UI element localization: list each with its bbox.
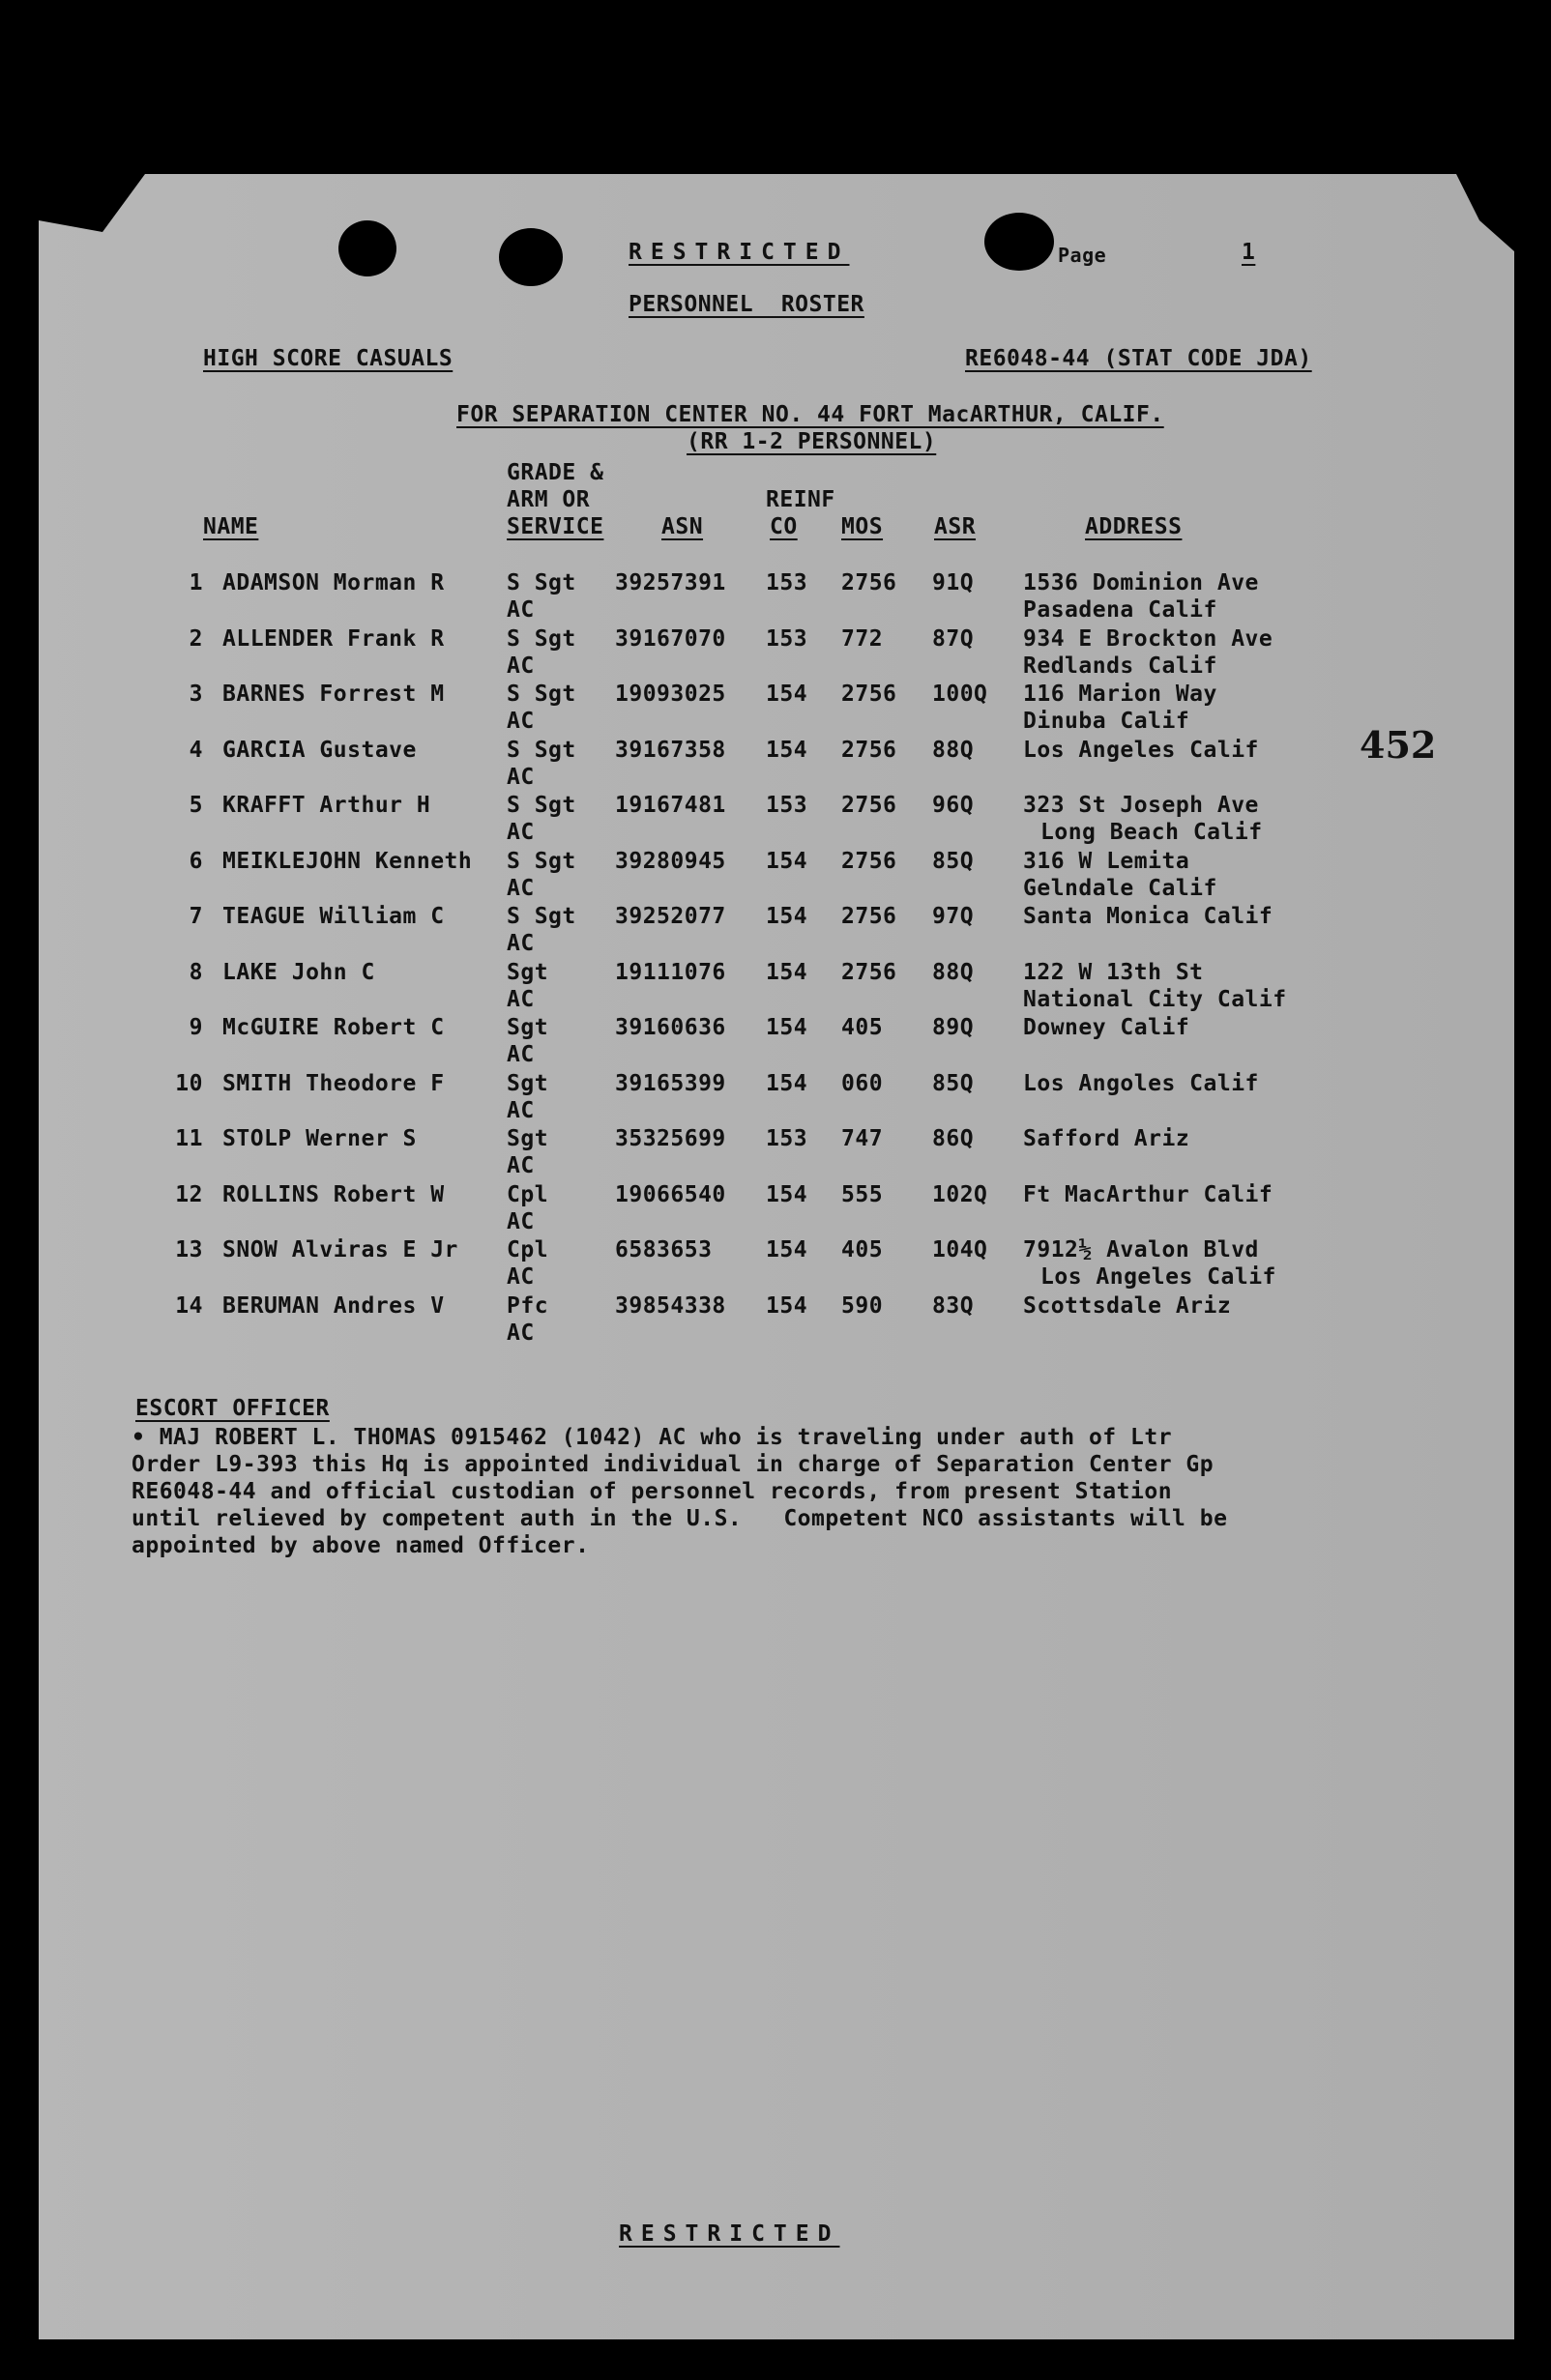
row-mos: 2756 (841, 793, 897, 818)
row-arm: AC (507, 597, 535, 623)
escort-line-4: until relieved by competent auth in the U.S. Competent NCO assistants will be (132, 1506, 1228, 1531)
row-co: 154 (766, 737, 808, 763)
escort-heading: ESCORT OFFICER (135, 1396, 330, 1421)
row-arm: AC (507, 653, 535, 679)
escort-line-5: appointed by above named Officer. (132, 1533, 590, 1558)
row-asn: 39252077 (615, 904, 726, 929)
col-grade-1: GRADE & (507, 460, 604, 485)
row-name: SNOW Alviras E Jr (222, 1237, 458, 1263)
row-mos: 2756 (841, 848, 897, 874)
row-mos: 2756 (841, 959, 897, 985)
col-co: CO (770, 514, 798, 539)
col-reinf: REINF (766, 487, 835, 512)
row-asr: 88Q (932, 959, 975, 985)
row-number: 1 (189, 570, 203, 595)
row-number: 6 (189, 848, 203, 874)
row-address-line1: 1536 Dominion Ave (1023, 570, 1259, 595)
row-address-line2: National City Calif (1023, 986, 1287, 1012)
page-label: Page (1058, 244, 1107, 267)
col-asr: ASR (934, 514, 977, 539)
roster-code: RE6048-44 (STAT CODE JDA) (965, 346, 1312, 371)
row-asn: 39167358 (615, 737, 726, 763)
row-number: 5 (189, 793, 203, 818)
torn-edge-left (39, 174, 145, 232)
row-address-line1: Santa Monica Calif (1023, 904, 1273, 929)
row-co: 154 (766, 1181, 808, 1207)
col-asn: ASN (661, 514, 704, 539)
row-asn: 39167070 (615, 625, 726, 652)
row-mos: 060 (841, 1070, 884, 1096)
col-grade-3: SERVICE (507, 514, 604, 539)
row-name: BARNES Forrest M (222, 682, 445, 707)
torn-edge-right (1456, 174, 1514, 251)
row-co: 154 (766, 1237, 808, 1263)
row-grade: S Sgt (507, 682, 576, 707)
row-asr: 89Q (932, 1015, 975, 1040)
row-co: 154 (766, 904, 808, 929)
row-address-line1: 116 Marion Way (1023, 682, 1217, 707)
row-asr: 83Q (932, 1292, 975, 1319)
row-number: 3 (189, 682, 203, 707)
row-co: 153 (766, 1126, 808, 1151)
row-address-line2: Redlands Calif (1023, 653, 1217, 679)
row-asr: 97Q (932, 904, 975, 929)
row-grade: S Sgt (507, 793, 576, 818)
row-co: 154 (766, 1015, 808, 1040)
row-address-line1: Los Angeles Calif (1023, 737, 1259, 763)
row-name: TEAGUE William C (222, 904, 445, 929)
row-name: ADAMSON Morman R (222, 570, 445, 595)
row-name: LAKE John C (222, 959, 375, 985)
row-name: SMITH Theodore F (222, 1070, 445, 1096)
row-asr: 102Q (932, 1181, 988, 1207)
row-mos: 590 (841, 1292, 884, 1319)
row-arm: AC (507, 764, 535, 790)
row-asr: 85Q (932, 1070, 975, 1096)
row-address-line2: Dinuba Calif (1023, 709, 1190, 734)
row-number: 10 (175, 1070, 203, 1096)
row-mos: 2756 (841, 682, 897, 707)
punch-hole-left (338, 220, 396, 276)
row-number: 4 (189, 737, 203, 763)
row-address-line1: 7912½ Avalon Blvd (1023, 1237, 1259, 1263)
row-asr: 104Q (932, 1237, 988, 1263)
row-co: 153 (766, 570, 808, 595)
row-number: 9 (189, 1015, 203, 1040)
group-title: HIGH SCORE CASUALS (203, 346, 454, 371)
row-address-line1: Los Angoles Calif (1023, 1070, 1259, 1096)
row-co: 154 (766, 1070, 808, 1096)
row-asn: 19093025 (615, 682, 726, 707)
row-co: 153 (766, 625, 808, 652)
row-asn: 19111076 (615, 959, 726, 985)
row-number: 2 (189, 625, 203, 652)
row-co: 154 (766, 959, 808, 985)
row-mos: 772 (841, 625, 884, 652)
row-mos: 405 (841, 1015, 884, 1040)
row-number: 14 (175, 1292, 203, 1319)
row-grade: Pfc (507, 1292, 549, 1319)
row-grade: S Sgt (507, 625, 576, 652)
row-asn: 39854338 (615, 1292, 726, 1319)
row-name: KRAFFT Arthur H (222, 793, 431, 818)
row-name: BERUMAN Andres V (222, 1292, 445, 1319)
row-arm: AC (507, 931, 535, 956)
col-name: NAME (203, 514, 259, 539)
destination-line: FOR SEPARATION CENTER NO. 44 FORT MacARTHUR, CALIF. (456, 402, 1164, 427)
row-address-line1: Ft MacArthur Calif (1023, 1181, 1273, 1207)
row-grade: Cpl (507, 1181, 549, 1207)
row-mos: 2756 (841, 570, 897, 595)
row-arm: AC (507, 986, 535, 1012)
row-name: MEIKLEJOHN Kenneth (222, 848, 473, 874)
row-address-line1: 122 W 13th St (1023, 959, 1204, 985)
row-asn: 6583653 (615, 1237, 713, 1263)
row-address-line1: 934 E Brockton Ave (1023, 625, 1273, 652)
row-name: McGUIRE Robert C (222, 1015, 445, 1040)
restricted-bottom: RESTRICTED (619, 2221, 840, 2247)
row-number: 13 (175, 1237, 203, 1263)
escort-line-3: RE6048-44 and official custodian of personnel records, from present Station (132, 1479, 1173, 1504)
row-co: 153 (766, 793, 808, 818)
row-mos: 2756 (841, 737, 897, 763)
row-mos: 747 (841, 1126, 884, 1151)
punch-hole-right (984, 213, 1054, 271)
row-arm: AC (507, 1097, 535, 1123)
punch-hole-center (499, 228, 563, 286)
col-address: ADDRESS (1085, 514, 1183, 539)
row-asr: 85Q (932, 848, 975, 874)
escort-line-2: Order L9-393 this Hq is appointed individual in charge of Separation Center Gp (132, 1452, 1214, 1477)
row-address-line2: Pasadena Calif (1023, 597, 1217, 623)
row-grade: S Sgt (507, 570, 576, 595)
page-number: 1 (1242, 240, 1256, 265)
row-co: 154 (766, 1292, 808, 1319)
row-grade: Sgt (507, 1070, 549, 1096)
row-asr: 87Q (932, 625, 975, 652)
roster-title: PERSONNEL ROSTER (629, 292, 864, 317)
handwritten-number: 452 (1360, 723, 1437, 767)
restricted-top: RESTRICTED (629, 240, 850, 265)
col-mos: MOS (841, 514, 884, 539)
escort-line-1: • MAJ ROBERT L. THOMAS 0915462 (1042) AC who is traveling under auth of Ltr (132, 1425, 1173, 1450)
row-grade: S Sgt (507, 904, 576, 929)
row-asr: 100Q (932, 682, 988, 707)
row-grade: S Sgt (507, 848, 576, 874)
row-asn: 19167481 (615, 793, 726, 818)
row-address-line1: 323 St Joseph Ave (1023, 793, 1259, 818)
row-asn: 19066540 (615, 1181, 726, 1207)
row-mos: 405 (841, 1237, 884, 1263)
row-address-line2: Long Beach Calif (1040, 820, 1263, 845)
row-grade: Sgt (507, 959, 549, 985)
row-asr: 86Q (932, 1126, 975, 1151)
row-asn: 39280945 (615, 848, 726, 874)
row-mos: 555 (841, 1181, 884, 1207)
row-address-line1: Safford Ariz (1023, 1126, 1190, 1151)
row-name: ROLLINS Robert W (222, 1181, 445, 1207)
row-address-line2: Gelndale Calif (1023, 875, 1217, 901)
row-number: 7 (189, 904, 203, 929)
row-arm: AC (507, 1042, 535, 1067)
row-asr: 88Q (932, 737, 975, 763)
row-arm: AC (507, 820, 535, 845)
row-asn: 39257391 (615, 570, 726, 595)
document-page (39, 174, 1514, 2339)
row-name: ALLENDER Frank R (222, 625, 445, 652)
row-grade: S Sgt (507, 737, 576, 763)
row-co: 154 (766, 848, 808, 874)
row-number: 11 (175, 1126, 203, 1151)
row-arm: AC (507, 1153, 535, 1178)
row-co: 154 (766, 682, 808, 707)
row-address-line1: 316 W Lemita (1023, 848, 1190, 874)
row-arm: AC (507, 1264, 535, 1290)
row-asn: 39165399 (615, 1070, 726, 1096)
row-grade: Sgt (507, 1126, 549, 1151)
row-asn: 39160636 (615, 1015, 726, 1040)
row-arm: AC (507, 709, 535, 734)
row-asr: 96Q (932, 793, 975, 818)
row-number: 12 (175, 1181, 203, 1207)
row-mos: 2756 (841, 904, 897, 929)
row-address-line2: Los Angeles Calif (1040, 1264, 1276, 1290)
row-asr: 91Q (932, 570, 975, 595)
row-arm: AC (507, 1208, 535, 1234)
row-address-line1: Downey Calif (1023, 1015, 1190, 1040)
row-number: 8 (189, 959, 203, 985)
row-asn: 35325699 (615, 1126, 726, 1151)
col-grade-2: ARM OR (507, 487, 591, 512)
personnel-subtitle: (RR 1-2 PERSONNEL) (687, 429, 937, 454)
row-name: GARCIA Gustave (222, 737, 417, 763)
row-grade: Cpl (507, 1237, 549, 1263)
row-arm: AC (507, 1320, 535, 1346)
row-arm: AC (507, 875, 535, 901)
row-grade: Sgt (507, 1015, 549, 1040)
row-name: STOLP Werner S (222, 1126, 417, 1151)
row-address-line1: Scottsdale Ariz (1023, 1292, 1232, 1319)
